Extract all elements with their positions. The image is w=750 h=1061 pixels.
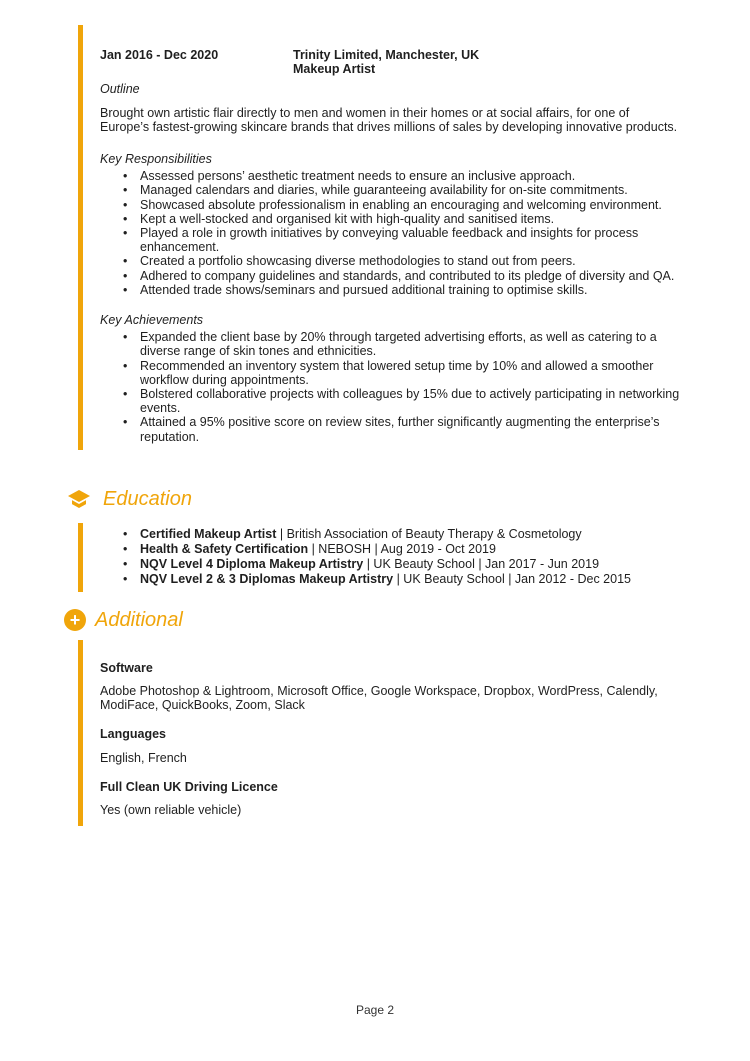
list-item (100, 527, 680, 542)
outline-paragraph: Brought own artistic flair directly to men and women in their homes or at social affairs, for one of Europe’s fastest-growing skincare brands that drives millions of sales by developing innovative products. (100, 105, 678, 134)
section-accent-bar (78, 640, 83, 826)
additional-heading-label: Additional (95, 608, 183, 631)
job-header (100, 48, 680, 76)
job-org (293, 48, 479, 76)
list-item: • Managed calendars and diaries, while guaranteeing availability for on-site commitments. (100, 183, 680, 197)
additional-heading (64, 608, 750, 632)
graduation-cap-icon (64, 487, 94, 511)
education-detail: | UK Beauty School | Jan 2012 - Dec 2015 (393, 571, 631, 586)
list-item: • Attained a 95% positive score on review sites, further significantly augmenting the enterprise’s reputation. (100, 415, 680, 443)
languages-label: Languages (100, 727, 166, 742)
list-item: • Bolstered collaborative projects with colleagues by 15% due to actively participating in networking events. (100, 387, 680, 415)
education-list (100, 527, 680, 587)
languages-list: English, French (100, 750, 187, 765)
page-number: Page 2 (355, 1003, 395, 1017)
list-item: • Created a portfolio showcasing diverse methodologies to stand out from peers. (100, 254, 680, 268)
list-item: • Recommended an inventory system that lowered setup time by 10% and allowed a smoother workflow during appointments. (100, 359, 680, 387)
education-heading (64, 487, 750, 511)
education-title: Certified Makeup Artist (140, 526, 277, 541)
education-title: NQV Level 2 & 3 Diplomas Makeup Artistry (140, 571, 394, 586)
section-accent-bar (78, 523, 83, 592)
additional-section (0, 640, 750, 826)
education-detail: | NEBOSH | Aug 2019 - Oct 2019 (308, 541, 496, 556)
list-item: • Kept a well-stocked and organised kit with high-quality and sanitised items. (100, 212, 680, 226)
software-list: Adobe Photoshop & Lightroom, Microsoft Office, Google Workspace, Dropbox, WordPress, Calendly, ModiFace, QuickBooks, Zoom, Slack (100, 684, 658, 713)
list-item: • Showcased absolute professionalism in enabling an encouraging and welcoming environment. (100, 198, 680, 212)
list-item: • Expanded the client base by 20% through targeted advertising efforts, as well as catering to a diverse range of skin tones and ethnicities. (100, 330, 680, 358)
list-item (100, 572, 680, 587)
job-role: Makeup Artist (293, 62, 376, 77)
responsibilities-list (100, 169, 680, 297)
education-title: NQV Level 4 Diploma Makeup Artistry (140, 556, 364, 571)
responsibilities-label: Key Responsibilities (100, 152, 212, 167)
list-item: • Adhered to company guidelines and standards, and contributed to its pledge of diversity and QA. (100, 269, 680, 283)
list-item: • Played a role in growth initiatives by conveying valuable feedback and insights for process enhancement. (100, 226, 680, 254)
achievements-list (100, 330, 680, 444)
education-title: Health & Safety Certification (140, 541, 309, 556)
driving-licence-label: Full Clean UK Driving Licence (100, 779, 278, 794)
education-detail: | UK Beauty School | Jan 2017 - Jun 2019 (363, 556, 600, 571)
list-item: • Attended trade shows/seminars and pursued additional training to optimise skills. (100, 283, 680, 297)
list-item (100, 542, 680, 557)
education-detail: | British Association of Beauty Therapy & Cosmetology (276, 526, 582, 541)
plus-circle-icon: + (64, 609, 86, 631)
job-company: Trinity Limited, Manchester, UK (293, 48, 480, 62)
education-section (0, 523, 750, 592)
experience-entry (0, 25, 750, 450)
software-label: Software (100, 660, 153, 675)
section-accent-bar (78, 25, 83, 450)
driving-licence-value: Yes (own reliable vehicle) (100, 803, 242, 818)
list-item: • Assessed persons’ aesthetic treatment needs to ensure an inclusive approach. (100, 169, 680, 183)
education-heading-label: Education (103, 487, 192, 510)
list-item (100, 557, 680, 572)
achievements-label: Key Achievements (100, 313, 204, 328)
job-dates: Jan 2016 - Dec 2020 (100, 48, 219, 62)
outline-label: Outline (100, 82, 140, 97)
